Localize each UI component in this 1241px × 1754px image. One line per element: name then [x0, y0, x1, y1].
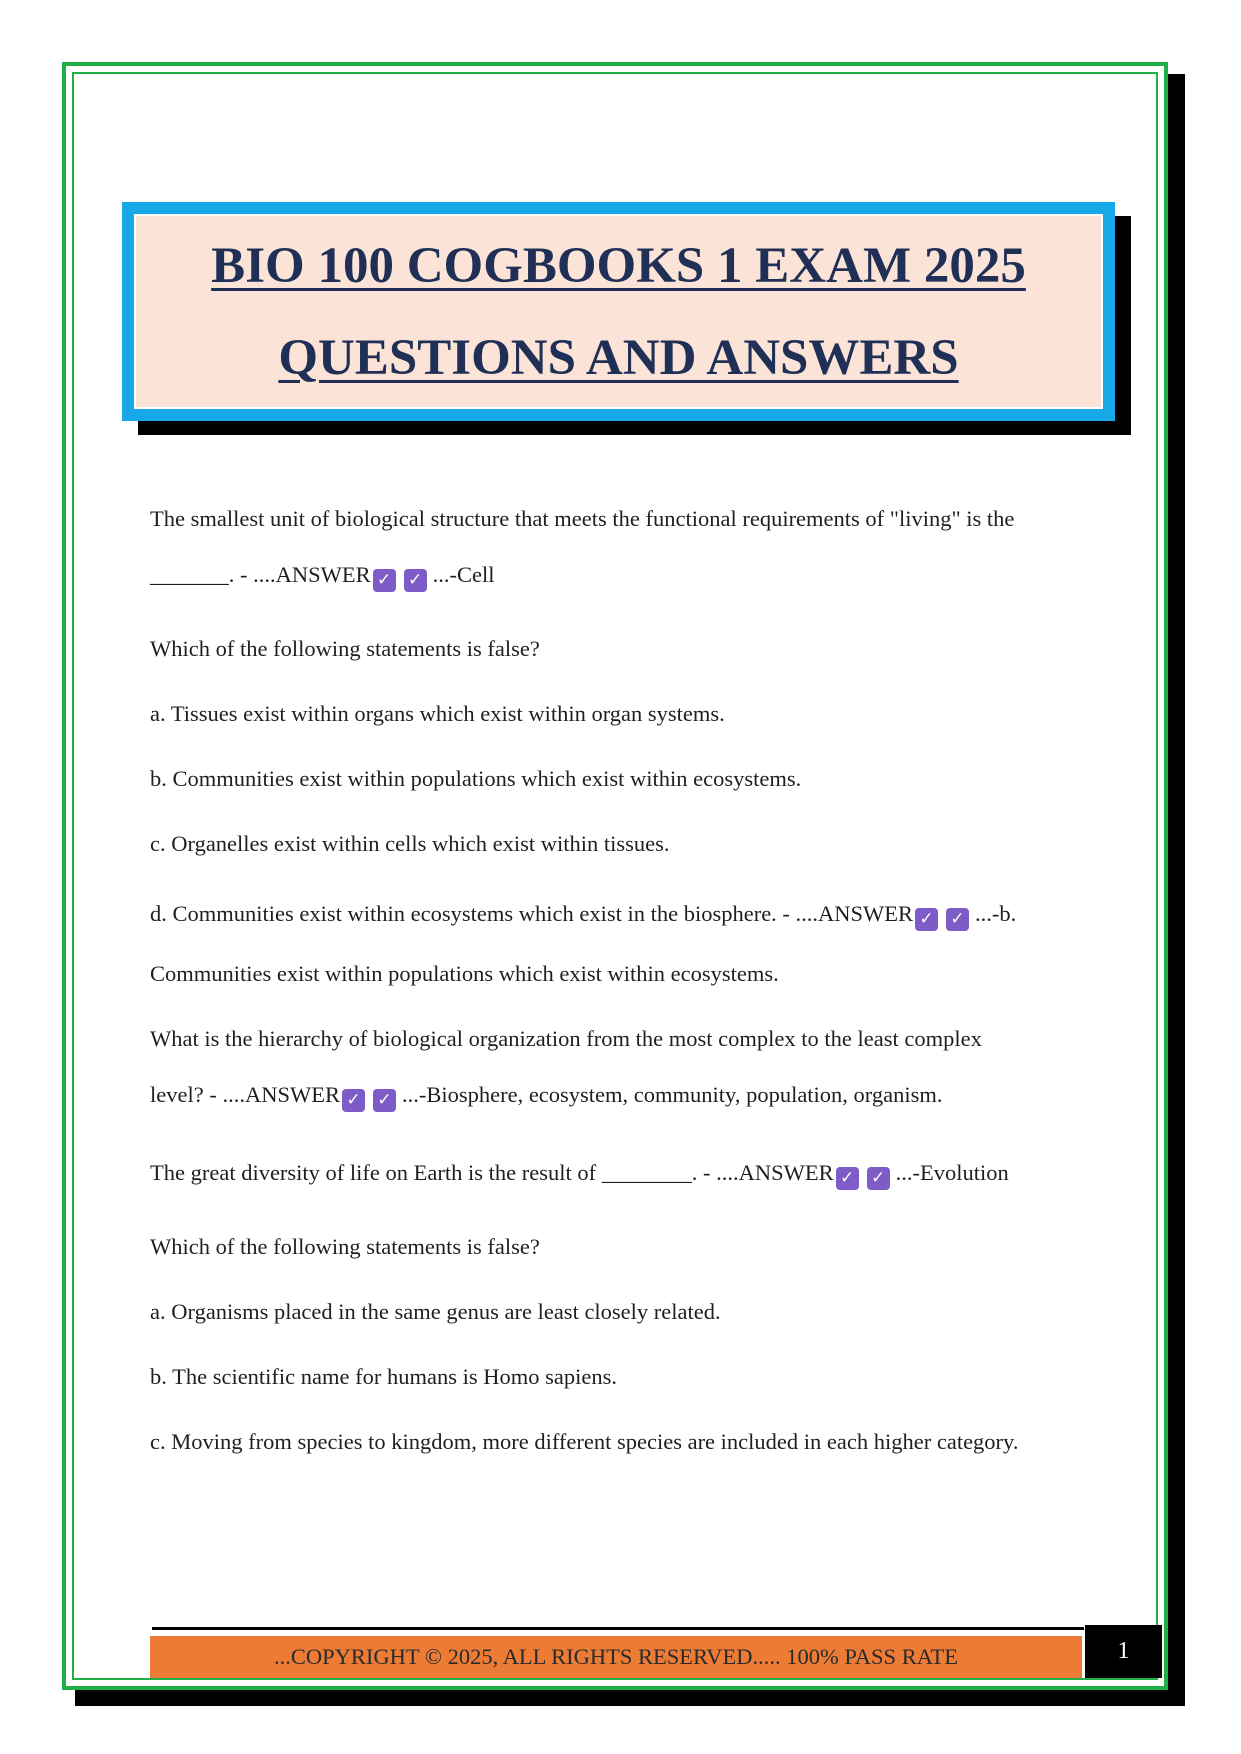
q3-line1: What is the hierarchy of biological organization from the most complex to the least complex [150, 1026, 982, 1051]
title-line-1: BIO 100 COGBOOKS 1 EXAM 2025 [211, 237, 1026, 294]
checkbox-checked-icon: ✓ [373, 1089, 396, 1112]
q5-option-c: c. Moving from species to kingdom, more different species are included in each higher category. [150, 1429, 1019, 1454]
q3-answer-prefix: level? - ....ANSWER [150, 1082, 340, 1107]
checkbox-checked-icon: ✓ [836, 1167, 859, 1190]
q5-option-b: b. The scientific name for humans is Homo sapiens. [150, 1364, 617, 1389]
q2-answer-continued: Communities exist within populations which exist within ecosystems. [150, 961, 779, 986]
q2-option-d-prefix: d. Communities exist within ecosystems which exist in the biosphere. - ....ANSWER [150, 901, 914, 926]
q5-stem: Which of the following statements is false? [150, 1234, 540, 1259]
checkbox-checked-icon: ✓ [342, 1089, 365, 1112]
q4-prefix: The great diversity of life on Earth is the result of ________. - ....ANSWER [150, 1160, 834, 1185]
document-body [150, 505, 1090, 1455]
q1-answer-prefix: _______. - ....ANSWER [150, 562, 371, 587]
q3-answer-suffix: ...-Biosphere, ecosystem, community, population, organism. [401, 1082, 943, 1107]
q4-suffix: ...-Evolution [895, 1160, 1009, 1185]
checkbox-checked-icon: ✓ [867, 1167, 890, 1190]
checkbox-checked-icon: ✓ [404, 569, 427, 592]
q1-line1: The smallest unit of biological structure that meets the functional requirements of "living" is the [150, 506, 1015, 531]
q1-answer-line [150, 561, 1090, 592]
checkbox-checked-icon: ✓ [915, 908, 938, 931]
checkbox-checked-icon: ✓ [373, 569, 396, 592]
page-number: 1 [1085, 1625, 1162, 1678]
q2-option-d [150, 900, 1090, 931]
q2-option-a: a. Tissues exist within organs which exist within organ systems. [150, 701, 725, 726]
footer-divider [152, 1627, 1084, 1630]
title-inner [134, 214, 1103, 409]
footer-copyright-text: ...COPYRIGHT © 2025, ALL RIGHTS RESERVED..... 100% PASS RATE [274, 1644, 958, 1669]
q4-line [150, 1159, 1090, 1190]
q2-option-b: b. Communities exist within populations which exist within ecosystems. [150, 766, 802, 791]
q2-stem: Which of the following statements is false? [150, 636, 540, 661]
q3-answer-line [150, 1081, 1090, 1112]
footer-copyright-bar [150, 1636, 1082, 1678]
checkbox-checked-icon: ✓ [946, 908, 969, 931]
q5-option-a: a. Organisms placed in the same genus are least closely related. [150, 1299, 721, 1324]
q1-answer-suffix: ...-Cell [432, 562, 495, 587]
q2-option-d-suffix: ...-b. [975, 901, 1017, 926]
title-line-2: QUESTIONS AND ANSWERS [278, 329, 959, 386]
q2-option-c: c. Organelles exist within cells which exist within tissues. [150, 831, 670, 856]
title-box [122, 202, 1115, 421]
